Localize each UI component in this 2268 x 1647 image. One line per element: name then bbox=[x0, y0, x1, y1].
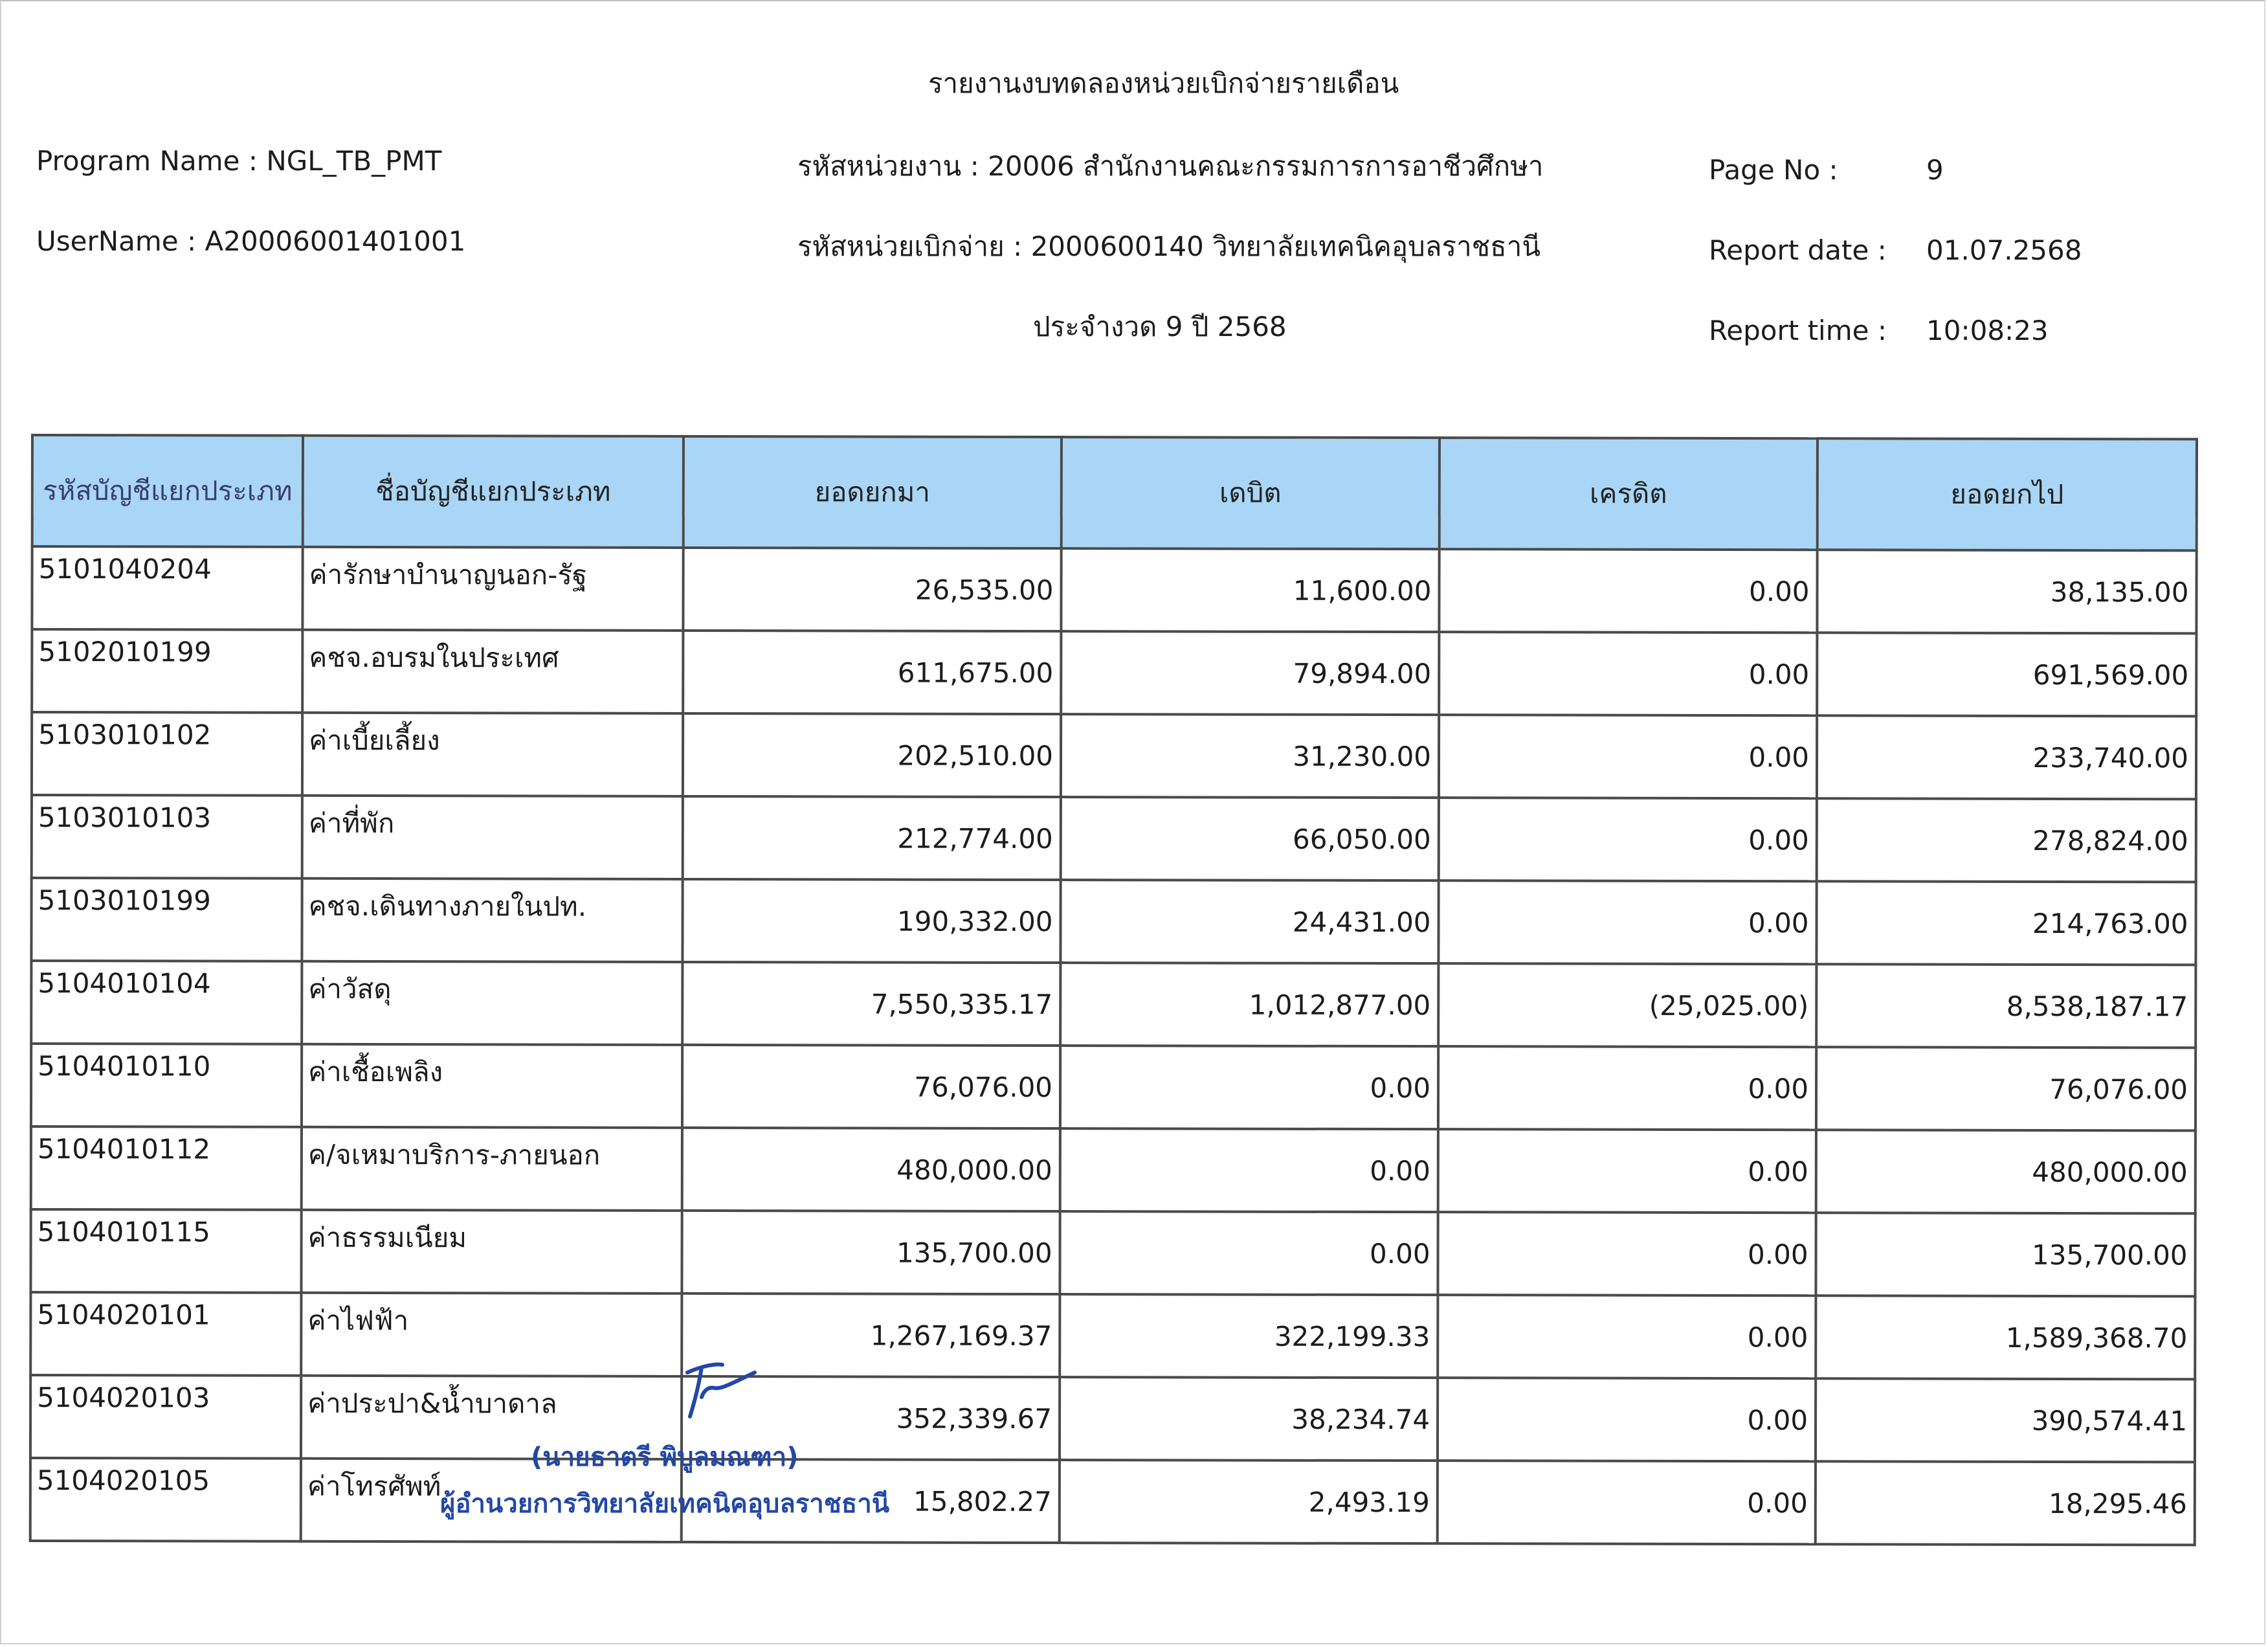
closing-balance: 76,076.00 bbox=[1816, 1047, 2196, 1130]
opening-balance: 480,000.00 bbox=[682, 1128, 1060, 1211]
column-header-closing-balance: ยอดยกไป bbox=[1818, 438, 2197, 550]
table-row bbox=[31, 1126, 2196, 1213]
account-name: ค่าเบี้ยเลี้ยง bbox=[302, 713, 683, 796]
closing-balance: 278,824.00 bbox=[1817, 798, 2196, 882]
table-row bbox=[30, 1209, 2195, 1296]
column-header-account-name: ชื่อบัญชีแยกประเภท bbox=[303, 436, 684, 548]
account-name: ค่ารักษาบำนาญนอก-รัฐ bbox=[302, 547, 683, 631]
report-time-label: Report time : bbox=[1709, 315, 1887, 346]
opening-balance: 1,267,169.37 bbox=[682, 1294, 1060, 1377]
report-period: ประจำงวด 9 ปี 2568 bbox=[1033, 311, 1287, 342]
report-date-value: 01.07.2568 bbox=[1926, 234, 2082, 266]
closing-balance: 135,700.00 bbox=[1816, 1213, 2195, 1296]
account-name: ค่าธรรมเนียม bbox=[301, 1210, 682, 1294]
debit: 0.00 bbox=[1060, 1128, 1438, 1212]
account-code: 5104020103 bbox=[30, 1375, 301, 1459]
account-name: คชจ.เดินทางภายในปท. bbox=[302, 879, 682, 962]
table-row bbox=[30, 1292, 2195, 1379]
table-row bbox=[30, 1375, 2195, 1462]
credit: 0.00 bbox=[1438, 1295, 1816, 1378]
table-row bbox=[30, 1458, 2195, 1545]
signatory-name: (นายธาตรี พิบูลมณฑา) bbox=[531, 1442, 799, 1472]
account-code: 5104020105 bbox=[30, 1458, 301, 1541]
signatory-title: ผู้อำนวยการวิทยาลัยเทคนิคอุบลราชธานี bbox=[440, 1489, 890, 1519]
debit: 11,600.00 bbox=[1061, 548, 1439, 632]
opening-balance: 76,076.00 bbox=[682, 1045, 1060, 1128]
opening-balance: 352,339.67 bbox=[682, 1376, 1060, 1460]
agency-code: รหัสหน่วยงาน : 20006 สำนักงานคณะกรรมการการอาชีวศึกษา bbox=[797, 150, 1544, 182]
closing-balance: 390,574.41 bbox=[1816, 1378, 2195, 1462]
opening-balance: 26,535.00 bbox=[683, 548, 1061, 631]
account-code: 5103010199 bbox=[31, 878, 302, 961]
closing-balance: 480,000.00 bbox=[1816, 1130, 2196, 1213]
opening-balance: 7,550,335.17 bbox=[682, 962, 1060, 1046]
closing-balance: 1,589,368.70 bbox=[1816, 1295, 2195, 1379]
account-name: ค่าวัสดุ bbox=[302, 961, 682, 1045]
account-code: 5102010199 bbox=[32, 629, 302, 713]
account-code: 5104010115 bbox=[30, 1209, 301, 1293]
account-code: 5103010103 bbox=[32, 795, 302, 879]
account-name: ค่าโทรศัพท์ bbox=[301, 1459, 682, 1542]
account-name: คชจ.อบรมในประเทศ bbox=[302, 630, 683, 713]
report-title: รายงานงบทดลองหน่วยเบิกจ่ายรายเดือน bbox=[928, 67, 1399, 99]
account-code: 5104010112 bbox=[31, 1126, 302, 1210]
credit: 0.00 bbox=[1439, 715, 1817, 798]
signature-mark bbox=[676, 1358, 760, 1420]
user-name: UserName : A20006001401001 bbox=[36, 225, 466, 257]
opening-balance: 202,510.00 bbox=[683, 713, 1061, 797]
table-row bbox=[32, 795, 2196, 882]
page-no-value: 9 bbox=[1926, 154, 1944, 186]
table-row bbox=[32, 712, 2196, 799]
opening-balance: 135,700.00 bbox=[682, 1211, 1060, 1294]
opening-balance: 15,802.27 bbox=[682, 1459, 1060, 1543]
table-row bbox=[31, 878, 2196, 965]
debit: 38,234.74 bbox=[1060, 1377, 1438, 1461]
page-no-label: Page No : bbox=[1709, 154, 1838, 186]
account-name: ค่าเชื้อเพลิง bbox=[302, 1044, 682, 1128]
debit: 31,230.00 bbox=[1061, 714, 1439, 798]
credit: 0.00 bbox=[1438, 1378, 1816, 1461]
debit: 66,050.00 bbox=[1061, 797, 1439, 880]
debit: 2,493.19 bbox=[1060, 1460, 1438, 1543]
debit: 0.00 bbox=[1060, 1211, 1438, 1295]
trial-balance-table bbox=[29, 434, 2198, 1546]
credit: 0.00 bbox=[1438, 880, 1816, 964]
closing-balance: 691,569.00 bbox=[1817, 633, 2196, 716]
debit: 322,199.33 bbox=[1060, 1294, 1438, 1378]
column-header-credit: เครดิต bbox=[1440, 438, 1818, 550]
account-name: ค่าไฟฟ้า bbox=[301, 1293, 682, 1376]
account-code: 5103010102 bbox=[32, 712, 302, 796]
credit: 0.00 bbox=[1438, 1046, 1816, 1130]
closing-balance: 8,538,187.17 bbox=[1816, 964, 2196, 1048]
table-row bbox=[32, 629, 2196, 716]
table-row bbox=[31, 1044, 2196, 1130]
report-time-value: 10:08:23 bbox=[1926, 315, 2049, 346]
credit: 0.00 bbox=[1439, 632, 1817, 715]
account-name: ค่าประปา&น้ำบาดาล bbox=[301, 1376, 682, 1459]
table-header-row bbox=[32, 435, 2197, 550]
table-row bbox=[32, 546, 2196, 633]
account-code: 5104010104 bbox=[31, 961, 302, 1044]
debit: 1,012,877.00 bbox=[1060, 963, 1438, 1046]
credit: (25,025.00) bbox=[1438, 963, 1816, 1047]
opening-balance: 190,332.00 bbox=[682, 879, 1060, 963]
account-code: 5101040204 bbox=[32, 546, 302, 630]
column-header-account-code: รหัสบัญชีแยกประเภท bbox=[32, 435, 303, 547]
credit: 0.00 bbox=[1438, 1461, 1816, 1544]
closing-balance: 214,763.00 bbox=[1816, 881, 2196, 965]
account-name: ค่าที่พัก bbox=[302, 796, 683, 879]
column-header-opening-balance: ยอดยกมา bbox=[684, 436, 1062, 548]
credit: 0.00 bbox=[1438, 1212, 1816, 1295]
closing-balance: 233,740.00 bbox=[1817, 715, 2196, 799]
debit: 24,431.00 bbox=[1060, 880, 1438, 963]
table-row bbox=[31, 961, 2196, 1048]
opening-balance: 611,675.00 bbox=[683, 631, 1061, 714]
column-header-debit: เดบิต bbox=[1062, 437, 1440, 549]
disbursement-unit: รหัสหน่วยเบิกจ่าย : 2000600140 วิทยาลัยเทคนิคอุบลราชธานี bbox=[797, 230, 1541, 262]
credit: 0.00 bbox=[1439, 549, 1817, 633]
account-name: ค/จเหมาบริการ-ภายนอก bbox=[302, 1127, 682, 1211]
debit: 0.00 bbox=[1060, 1046, 1438, 1129]
credit: 0.00 bbox=[1438, 1129, 1816, 1213]
account-code: 5104020101 bbox=[30, 1292, 301, 1376]
debit: 79,894.00 bbox=[1061, 631, 1439, 715]
credit: 0.00 bbox=[1439, 798, 1817, 881]
account-code: 5104010110 bbox=[31, 1044, 302, 1127]
opening-balance: 212,774.00 bbox=[683, 796, 1061, 880]
program-name: Program Name : NGL_TB_PMT bbox=[36, 145, 442, 177]
closing-balance: 38,135.00 bbox=[1817, 550, 2196, 633]
closing-balance: 18,295.46 bbox=[1816, 1461, 2195, 1545]
report-date-label: Report date : bbox=[1709, 234, 1887, 266]
